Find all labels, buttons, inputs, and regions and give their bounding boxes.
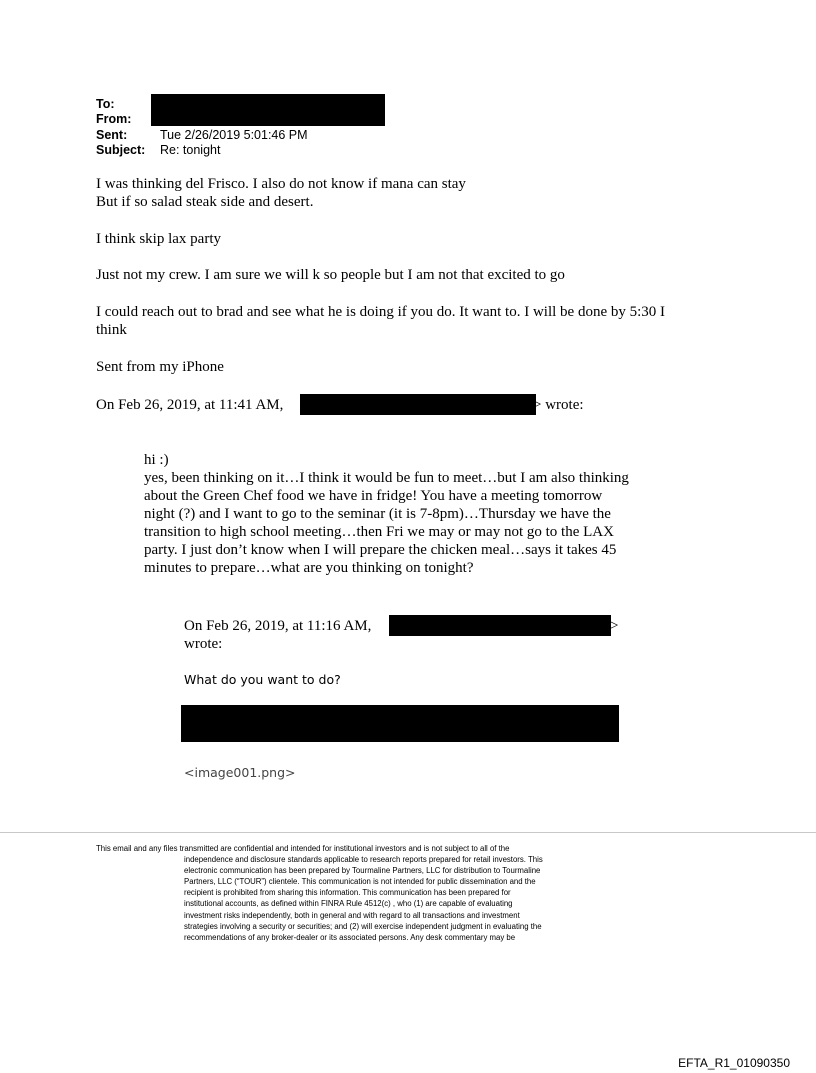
to-label: To: (96, 97, 115, 111)
quote1-line-5: party. I just don’t know when I will prepare the chicken meal…says it takes 45 (144, 542, 617, 558)
quote2-gt: > (610, 618, 619, 634)
quote1-line-4: transition to high school meeting…then Fri we may or may not go to the LAX (144, 524, 614, 540)
subject-value: Re: tonight (160, 143, 221, 157)
quote1-line-6: minutes to prepare…what are you thinking on tonight? (144, 560, 474, 576)
disclaimer-line: Partners, LLC (“TOUR”) clientele. This communication is not intended for public dissemination and the (184, 877, 536, 887)
header-redaction (151, 94, 385, 126)
quote2-intro: On Feb 26, 2019, at 11:16 AM, (184, 618, 372, 634)
disclaimer-text (96, 843, 636, 943)
disclaimer-line: This email and any files transmitted are confidential and intended for institutional investors and is not subject to all of the (96, 844, 510, 853)
quote2-wrote: wrote: (184, 636, 223, 652)
document-id: EFTA_R1_01090350 (678, 1056, 790, 1070)
body-line-6: think (96, 322, 127, 338)
disclaimer-line: institutional accounts, as defined within FINRA Rule 4512(c) , who (1) are capable of evaluating (184, 899, 513, 909)
quote1-line-1: yes, been thinking on it…I think it would be fun to meet…but I am also thinking (144, 470, 629, 486)
body-line-3: I think skip lax party (96, 231, 221, 247)
signature-block-redaction (181, 705, 619, 742)
from-label: From: (96, 112, 132, 126)
quote1-greeting: hi :) (144, 452, 169, 468)
body-line-2: But if so salad steak side and desert. (96, 194, 314, 210)
disclaimer-line: strategies involving a security or securities; and (2) will exercise independent judgment in evaluating the (184, 921, 542, 931)
quote1-intro: On Feb 26, 2019, at 11:41 AM, (96, 397, 284, 413)
quote1-line-3: night (?) and I want to go to the seminar (it is 7-8pm)…Thursday we have the (144, 506, 611, 522)
subject-label: Subject: (96, 143, 146, 157)
sender2-redaction (389, 615, 611, 636)
body-line-4: Just not my crew. I am sure we will k so people but I am not that excited to go (96, 267, 565, 283)
disclaimer-line: investment risks independently, both in general and with regard to all transactions and investment (184, 910, 520, 920)
sent-value: Tue 2/26/2019 5:01:46 PM (160, 128, 308, 142)
sender-redaction (300, 394, 536, 415)
disclaimer-line: recipient is prohibited from sharing this information. This communication has been prepared for (184, 888, 511, 898)
disclaimer-line: recommendations of any broker-dealer or its associated persons. Any desk commentary may be (184, 932, 516, 942)
signature: Sent from my iPhone (96, 359, 224, 375)
body-line-5: I could reach out to brad and see what he is doing if you do. It want to. I will be done by 5:30 I (96, 304, 666, 320)
disclaimer-line: independence and disclosure standards applicable to research reports prepared for retail investors. This (184, 855, 543, 865)
quote2-message: What do you want to do? (184, 672, 341, 687)
sent-label: Sent: (96, 128, 128, 142)
disclaimer-divider (0, 832, 816, 833)
disclaimer-line: electronic communication has been prepared by Tourmaline Partners, LLC for distribution to Tourmaline (184, 866, 541, 876)
quote1-line-2: about the Green Chef food we have in fridge! You have a meeting tomorrow (144, 488, 603, 504)
attachment-name: <image001.png> (184, 765, 296, 780)
body-line-1: I was thinking del Frisco. I also do not know if mana can stay (96, 176, 466, 192)
quote1-wrote: > wrote: (533, 397, 584, 413)
